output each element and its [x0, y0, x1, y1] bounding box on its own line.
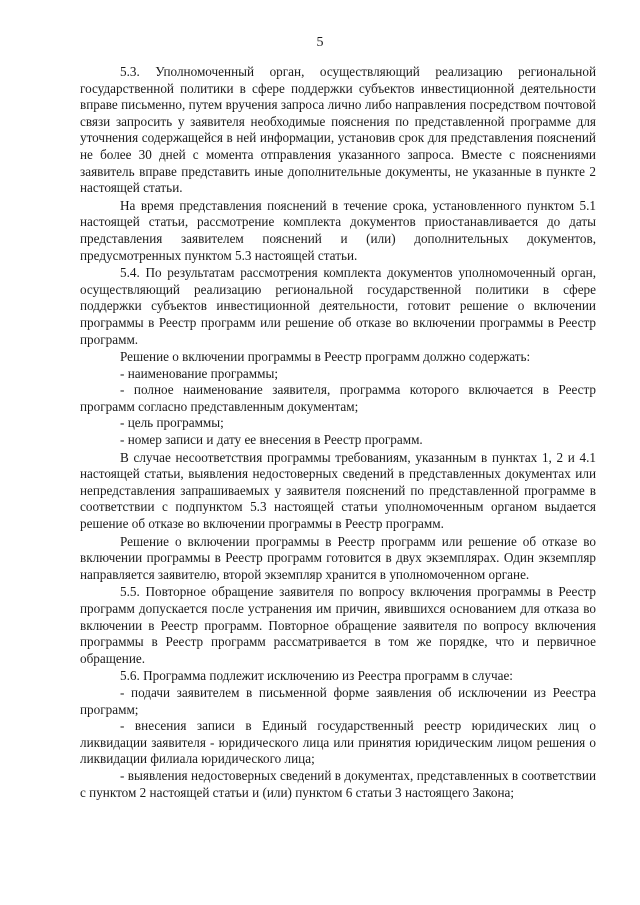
list-item-liquidation: - внесения записи в Единый государственный реестр юридических лиц о ликвидации заявителя - юридического лица или принятия юридическим лицом решения о ликвидации филиала юридического лица;: [80, 718, 596, 767]
paragraph-5-6: 5.6. Программа подлежит исключению из Реестра программ в случае:: [120, 668, 513, 684]
list-item-applicant-name: - полное наименование заявителя, программа которого включается в Реестр программ согласно представленным документам;: [80, 382, 596, 414]
paragraph-suspension: На время представления пояснений в течение срока, установленного пунктом 5.1 настоящей статьи, рассмотрение комплекта документов приостанавливается до даты представления заявителем пояснений и (или) дополнительных документов, предусмотренных пунктом 5.3 настоящей статьи.: [80, 197, 596, 263]
list-item-record-number: - номер записи и дату ее внесения в Реестр программ.: [120, 432, 423, 448]
list-item-program-goal: - цель программы;: [120, 415, 224, 431]
paragraph-5-3: 5.3. Уполномоченный орган, осуществляющий реализацию региональной государственной политики в сфере поддержки субъектов инвестиционной деятельности вправе письменно, путем вручения запроса лично либо направления посредством почтовой связи запросить у заявителя необходимые пояснения по представленной программе для уточнения содержащейся в ней информации, установив срок для представления пояснений не более 30 дней с момента отправления указанного запроса. Вместе с пояснениями заявитель вправе представить иные дополнительные документы, не указанные в пункте 2 настоящей статьи.: [80, 64, 596, 196]
list-item-withdrawal-request: - подачи заявителем в письменной форме заявления об исключении из Реестра программ;: [80, 684, 596, 717]
list-item-program-name: - наименование программы;: [120, 365, 278, 381]
page-number: 5: [316, 35, 324, 50]
paragraph-refusal-cases: В случае несоответствия программы требованиям, указанным в пунктах 1, 2 и 4.1 настоящей статьи, выявления недостоверных сведений в представленных документах или непредставления запрашиваемых у заявителя пояснений по представленной программе в соответствии с подпунктом 5.3 настоящей статьи уполномоченным органом выдается решение об отказе во включении программы в Реестр программ.: [80, 449, 596, 532]
paragraph-5-4: 5.4. По результатам рассмотрения комплекта документов уполномоченный орган, осуществляющий реализацию региональной государственной политики в сфере поддержки субъектов инвестиционной деятельности, готовит решение о включении программы в Реестр программ или решение об отказе во включении программы в Реестр программ.: [80, 265, 596, 347]
document-body: [80, 64, 596, 801]
list-item-false-information: - выявления недостоверных сведений в документах, представленных в соответствии с пунктом 2 настоящей статьи и (или) пунктом 6 статьи 3 настоящего Закона;: [80, 767, 596, 800]
paragraph-decision-content: Решение о включении программы в Реестр программ должно содержать:: [120, 349, 531, 365]
paragraph-two-copies: Решение о включении программы в Реестр программ или решение об отказе во включении программы в Реестр программ готовится в двух экземплярах. Один экземпляр направляется заявителю, второй экземпляр хранится в уполномоченном органе.: [80, 533, 596, 582]
paragraph-5-5: 5.5. Повторное обращение заявителя по вопросу включения программы в Реестр программ допускается после устранения им причин, явившихся основанием для отказа во включении в Реестр программ. Повторное обращение заявителя по вопросу включения программы в Реестр программ рассматривается в том же порядке, что и первичное обращение.: [80, 584, 596, 666]
